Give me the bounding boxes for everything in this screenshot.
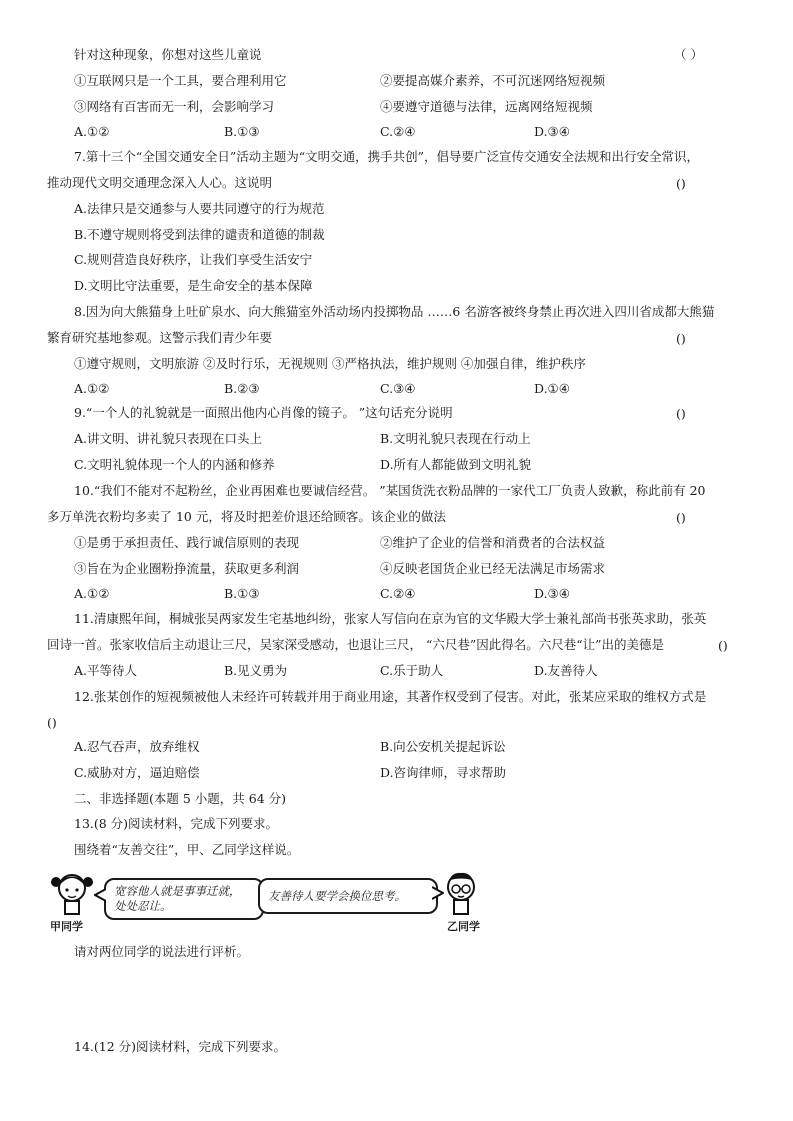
q11-choice-d: D.友善待人 — [534, 663, 598, 678]
q7-choice-c: C.规则营造良好秩序，让我们享受生活安宁 — [74, 252, 313, 267]
q8-options: ①遵守规则，文明旅游 ②及时行乐，无视规则 ③严格执法，维护规则 ④加强自律，维护秩序 — [74, 356, 586, 371]
q6-choice-a: A.①② — [74, 124, 110, 139]
q8-stem-line1: 8.因为向大熊猫身上吐矿泉水、向大熊猫室外活动场内投掷物品 ……6 名游客被终身禁止再次进入四川省成都大熊猫 — [74, 304, 715, 319]
q12-choice-d: D.咨询律师，寻求帮助 — [380, 765, 507, 780]
q13-stem: 13.(8 分)阅读材料，完成下列要求。 — [74, 816, 279, 831]
q9-choice-a: A.讲文明、讲礼貌只表现在口头上 — [74, 431, 263, 446]
q10-choice-c: C.②④ — [380, 586, 416, 601]
q7-stem-line2: 推动现代文明交通理念深入人心。这说明 — [47, 175, 273, 190]
q13-intro: 围绕着“友善交往”，甲、乙同学这样说。 — [74, 842, 300, 857]
q9-stem: 9.“一个人的礼貌就是一面照出他内心肖像的镜子。 ”这句话充分说明 — [74, 405, 453, 420]
q9-choice-b: B.文明礼貌只表现在行动上 — [380, 431, 531, 446]
q6-choice-c: C.②④ — [380, 124, 416, 139]
q10-choice-a: A.①② — [74, 586, 110, 601]
q6-option-4: ④要遵守道德与法律，远离网络短视频 — [380, 99, 593, 114]
q7-answer-paren: () — [676, 176, 686, 191]
section-heading: 二、非选择题(本题 5 小题，共 64 分) — [74, 791, 287, 806]
q12-choice-c: C.威胁对方，逼迫赔偿 — [74, 765, 200, 780]
q9-answer-paren: () — [676, 406, 686, 421]
q8-choice-d: D.①④ — [534, 381, 570, 396]
q9-choice-c: C.文明礼貌体现一个人的内涵和修养 — [74, 457, 275, 472]
q8-stem-line2: 繁育研究基地参观。这警示我们青少年要 — [47, 330, 273, 345]
q8-choice-c: C.③④ — [380, 381, 416, 396]
q11-choice-c: C.乐于助人 — [380, 663, 444, 678]
q7-choice-a: A.法律只是交通参与人要共同遵守的行为规范 — [74, 201, 325, 216]
q11-choice-b: B.见义勇为 — [224, 663, 288, 678]
speech-bubble-jia — [104, 878, 264, 920]
q10-option-4: ④反映老国货企业已经无法满足市场需求 — [380, 561, 606, 576]
student-jia-label: 甲同学 — [50, 920, 83, 933]
speech-bubble-jia-line1: 宽容他人就是事事迁就， — [114, 884, 241, 898]
speech-bubble-yi: 友善待人要学会换位思考。 — [258, 878, 438, 914]
q10-choice-d: D.③④ — [534, 586, 570, 601]
q12-choice-a: A.忍气吞声，放弃维权 — [74, 739, 200, 754]
q6-stem: 针对这种现象，你想对这些儿童说 — [74, 47, 262, 62]
q11-stem-line2: 回诗一首。张家收信后主动退让三尺，吴家深受感动，也退让三尺， “六尺巷”因此得名。六尺巷“让”出的美德是 — [47, 637, 665, 652]
student-jia-figure-icon — [48, 868, 96, 918]
speech-bubble-jia-line2: 处处忍让。 — [114, 899, 172, 913]
q10-answer-paren: () — [676, 510, 686, 525]
q7-choice-b: B.不遵守规则将受到法律的谴责和道德的制裁 — [74, 227, 325, 242]
q12-choice-b: B.向公安机关提起诉讼 — [380, 739, 506, 754]
q8-choice-b: B.②③ — [224, 381, 260, 396]
bubble-tail-left-icon — [94, 888, 106, 902]
q11-stem-line1: 11.清康熙年间，桐城张吴两家发生宅基地纠纷，张家人写信向在京为官的文华殿大学士兼礼部尚书张英求助，张英 — [74, 611, 707, 626]
q12-stem: 12.张某创作的短视频被他人未经许可转载并用于商业用途，其著作权受到了侵害。对此，张某应采取的维权方式是 — [74, 689, 707, 704]
q6-option-2: ②要提高媒介素养，不可沉迷网络短视频 — [380, 73, 606, 88]
student-yi-figure-icon — [442, 868, 480, 918]
q6-option-1: ①互联网只是一个工具，要合理利用它 — [74, 73, 287, 88]
q14-stem: 14.(12 分)阅读材料，完成下列要求。 — [74, 1039, 287, 1054]
q10-option-2: ②维护了企业的信誉和消费者的合法权益 — [380, 535, 606, 550]
q6-choice-d: D.③④ — [534, 124, 570, 139]
q12-answer-paren: () — [47, 715, 57, 730]
q6-answer-paren: （ ） — [674, 47, 703, 62]
q7-stem-line1: 7.第十三个“全国交通安全日”活动主题为“文明交通，携手共创”，倡导要广泛宣传交通安全法规和出行安全常识， — [74, 149, 699, 164]
q8-answer-paren: () — [676, 331, 686, 346]
q13-question: 请对两位同学的说法进行评析。 — [74, 944, 250, 959]
q11-choice-a: A.平等待人 — [74, 663, 138, 678]
q8-choice-a: A.①② — [74, 381, 110, 396]
student-yi-label: 乙同学 — [447, 920, 480, 933]
q10-stem-line2: 多万单洗衣粉均多卖了 10 元，将及时把差价退还给顾客。该企业的做法 — [47, 509, 446, 524]
q10-option-3: ③旨在为企业圈粉挣流量，获取更多利润 — [74, 561, 300, 576]
q11-answer-paren: () — [718, 638, 728, 653]
q9-choice-d: D.所有人都能做到文明礼貌 — [380, 457, 532, 472]
q6-option-3: ③网络有百害而无一利，会影响学习 — [74, 99, 275, 114]
q10-option-1: ①是勇于承担责任、践行诚信原则的表现 — [74, 535, 300, 550]
q6-choice-b: B.①③ — [224, 124, 260, 139]
q10-choice-b: B.①③ — [224, 586, 260, 601]
q10-stem-line1: 10.“我们不能对不起粉丝，企业再困难也要诚信经营。 ”某国货洗衣粉品牌的一家代工厂负责人致歉，称此前有 20 — [74, 483, 706, 498]
q7-choice-d: D.文明比守法重要，是生命安全的基本保障 — [74, 278, 313, 293]
